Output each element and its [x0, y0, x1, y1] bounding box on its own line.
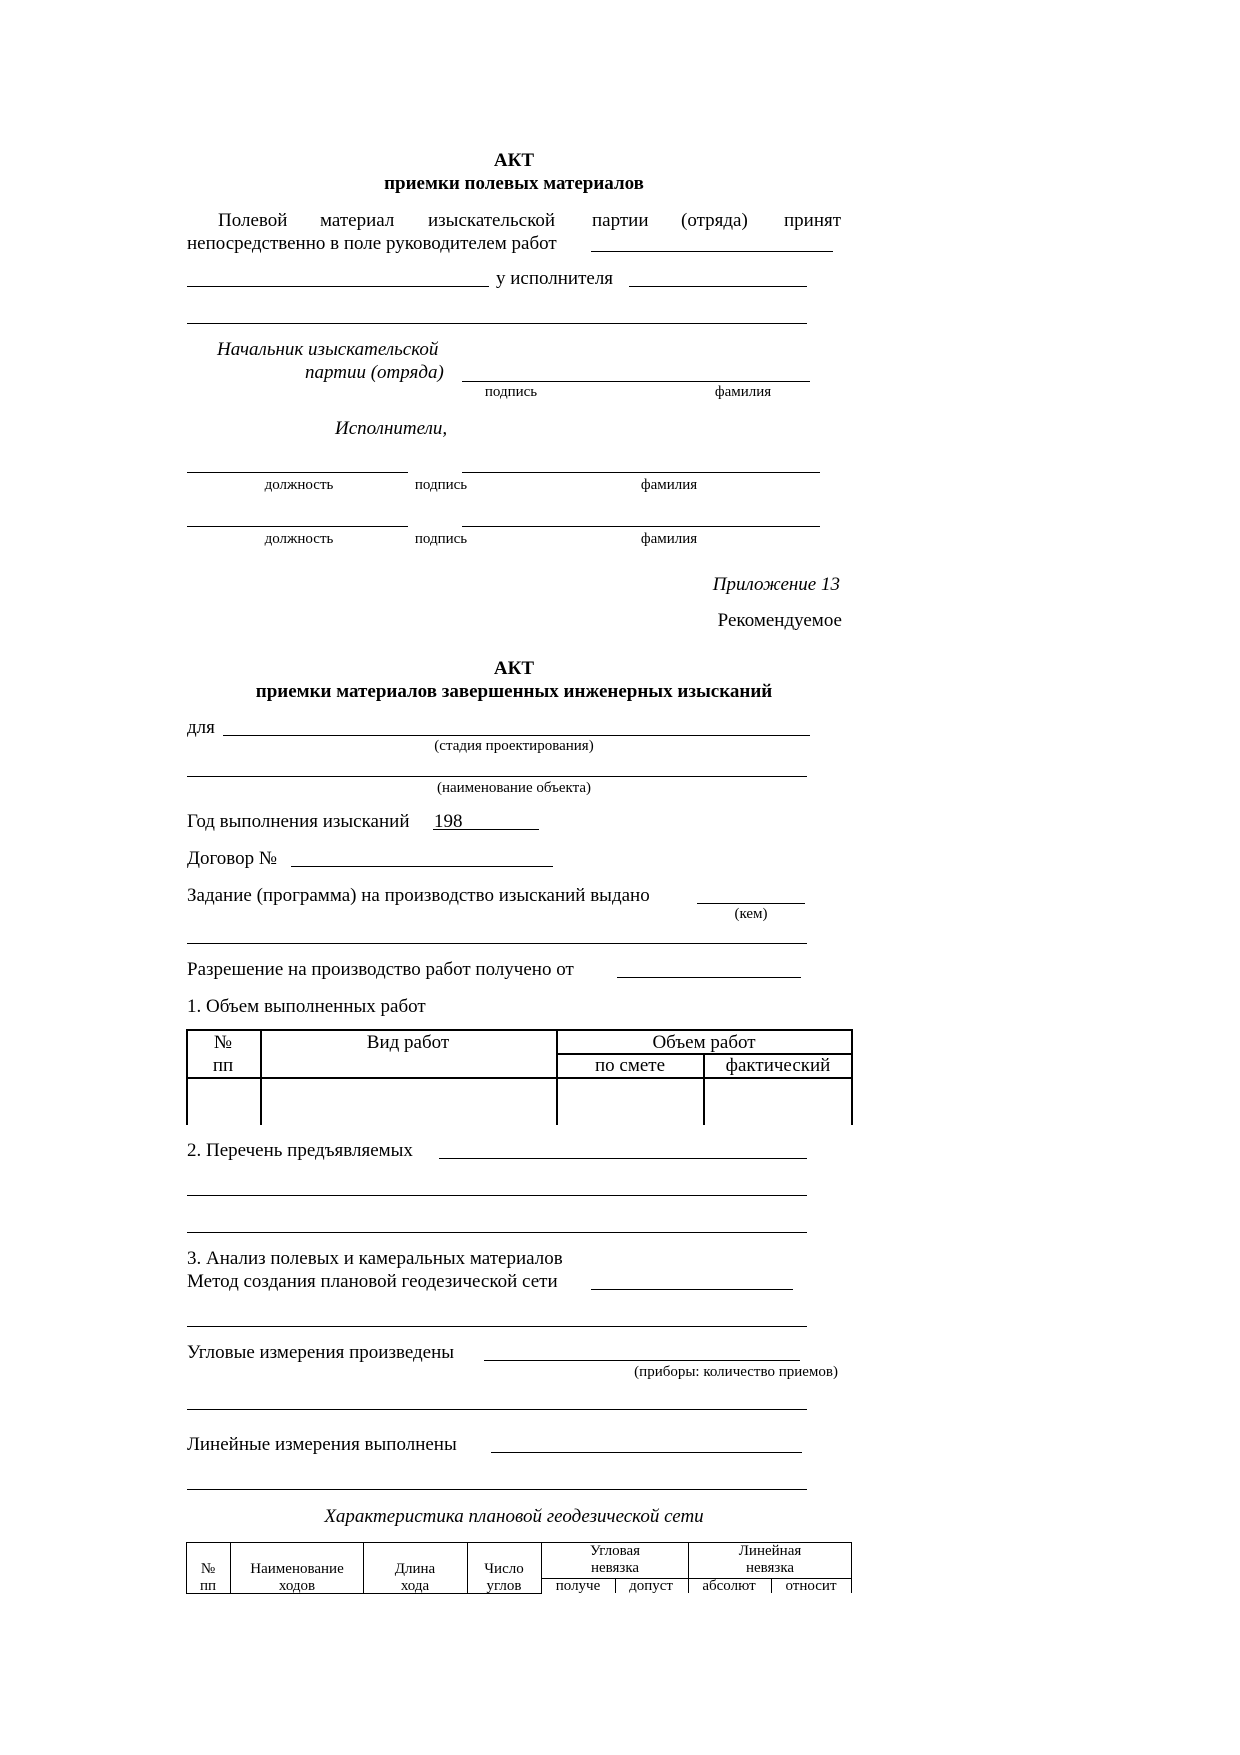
- chief-signature-field[interactable]: [462, 381, 810, 382]
- blank-line-1[interactable]: [187, 323, 807, 324]
- act2-subtitle: приемки материалов завершенных инженерных изысканий: [255, 681, 773, 702]
- t2-col-angular-2: невязка: [590, 1560, 640, 1576]
- t2-col-length-1: Длина: [394, 1561, 436, 1577]
- executor1-position-hint: должность: [264, 477, 334, 493]
- t1-col-actual: фактический: [725, 1055, 831, 1076]
- method-label: Метод создания плановой геодезической сети: [187, 1271, 558, 1292]
- method-field-cont[interactable]: [187, 1326, 807, 1327]
- act2-title: АКТ: [493, 658, 535, 679]
- t2-col-angular-1: Угловая: [589, 1543, 641, 1559]
- t2-col-name-2: ходов: [278, 1578, 316, 1594]
- supervisor-field[interactable]: [591, 251, 833, 252]
- act1-subtitle: приемки полевых материалов: [384, 173, 644, 194]
- executor2-surname-field[interactable]: [462, 526, 820, 527]
- para-word-5: (отряда): [681, 210, 748, 231]
- at-executor-label: у исполнителя: [496, 268, 614, 289]
- t2-col-no-1: №: [200, 1561, 216, 1577]
- section2-line-3[interactable]: [187, 1232, 807, 1233]
- section3-title: 3. Анализ полевых и камеральных материалов: [187, 1248, 563, 1269]
- act1-title: АКТ: [493, 150, 535, 171]
- network-title: Характеристика плановой геодезической сети: [324, 1506, 704, 1527]
- chief-signature-hint: подпись: [484, 384, 538, 400]
- object-name-hint: (наименование объекта): [436, 780, 592, 796]
- chief-label-line1: Начальник изыскательской: [217, 339, 439, 360]
- t2-col-linear-rel: относит: [785, 1578, 837, 1594]
- executor-field[interactable]: [629, 286, 807, 287]
- appendix-status: Рекомендуемое: [717, 610, 842, 631]
- executors-label: Исполнители,: [335, 418, 448, 439]
- section2-field[interactable]: [439, 1158, 807, 1159]
- executor2-signature-hint: подпись: [414, 531, 468, 547]
- task-issuer-field[interactable]: [697, 903, 805, 904]
- t2-col-angular-got: получе: [555, 1578, 601, 1594]
- executor1-signature-hint: подпись: [414, 477, 468, 493]
- chief-surname-hint: фамилия: [714, 384, 772, 400]
- t2-col-length-2: хода: [400, 1578, 430, 1594]
- t2-col-no-2: пп: [199, 1578, 217, 1594]
- angular-label: Угловые измерения произведены: [187, 1342, 455, 1363]
- permission-field[interactable]: [617, 977, 801, 978]
- t2-col-linear-abs: абсолют: [702, 1578, 756, 1594]
- executor1-surname-field[interactable]: [462, 472, 820, 473]
- contract-label: Договор №: [187, 848, 277, 869]
- para-word-2: материал: [320, 210, 395, 231]
- t1-col-no-2: пп: [212, 1055, 234, 1076]
- angular-field-cont[interactable]: [187, 1409, 807, 1410]
- angular-field[interactable]: [484, 1360, 800, 1361]
- supervisor-field-cont[interactable]: [187, 286, 489, 287]
- executor2-surname-hint: фамилия: [640, 531, 698, 547]
- task-issuer-hint: (кем): [734, 906, 768, 922]
- appendix-number: Приложение 13: [712, 574, 840, 595]
- para-word-6: принят: [784, 210, 842, 231]
- design-stage-field[interactable]: [223, 735, 810, 736]
- t2-col-linear-2: невязка: [745, 1560, 795, 1576]
- chief-label-line2: партии (отряда): [305, 362, 444, 383]
- t1-col-no-1: №: [213, 1032, 233, 1053]
- t2-col-count-1: Число: [484, 1561, 524, 1577]
- executor2-position-hint: должность: [264, 531, 334, 547]
- linear-field-cont[interactable]: [187, 1489, 807, 1490]
- section2-label: 2. Перечень предъявляемых: [187, 1140, 413, 1161]
- task-label: Задание (программа) на производство изысканий выдано: [187, 885, 650, 906]
- linear-field[interactable]: [491, 1452, 802, 1453]
- executor1-surname-hint: фамилия: [640, 477, 698, 493]
- linear-label: Линейные измерения выполнены: [187, 1434, 457, 1455]
- para-word-1: Полевой: [218, 210, 288, 231]
- permission-label: Разрешение на производство работ получено от: [187, 959, 574, 980]
- task-field-cont[interactable]: [187, 943, 807, 944]
- design-stage-hint: (стадия проектирования): [434, 738, 594, 754]
- for-label: для: [187, 717, 215, 738]
- para-word-4: партии: [592, 210, 649, 231]
- t2-col-count-2: углов: [486, 1578, 522, 1594]
- para-word-3: изыскательской: [428, 210, 556, 231]
- t2-col-angular-allow: допуст: [629, 1578, 673, 1594]
- contract-field[interactable]: [291, 866, 553, 867]
- executor1-position-field[interactable]: [187, 472, 408, 473]
- angular-hint: (приборы: количество приемов): [634, 1364, 838, 1380]
- section2-line-2[interactable]: [187, 1195, 807, 1196]
- t1-col-estimate: по смете: [594, 1055, 666, 1076]
- t1-col-volume: Объем работ: [652, 1032, 756, 1053]
- method-field[interactable]: [591, 1289, 793, 1290]
- t2-col-linear-1: Линейная: [738, 1543, 802, 1559]
- para-line2: непосредственно в поле руководителем работ: [187, 233, 557, 254]
- year-value: 198: [434, 811, 463, 832]
- section1-title: 1. Объем выполненных работ: [187, 996, 426, 1017]
- object-name-field[interactable]: [187, 776, 807, 777]
- t2-col-name-1: Наименование: [250, 1561, 344, 1577]
- t1-col-work: Вид работ: [366, 1032, 450, 1053]
- year-label: Год выполнения изысканий: [187, 811, 410, 832]
- executor2-position-field[interactable]: [187, 526, 408, 527]
